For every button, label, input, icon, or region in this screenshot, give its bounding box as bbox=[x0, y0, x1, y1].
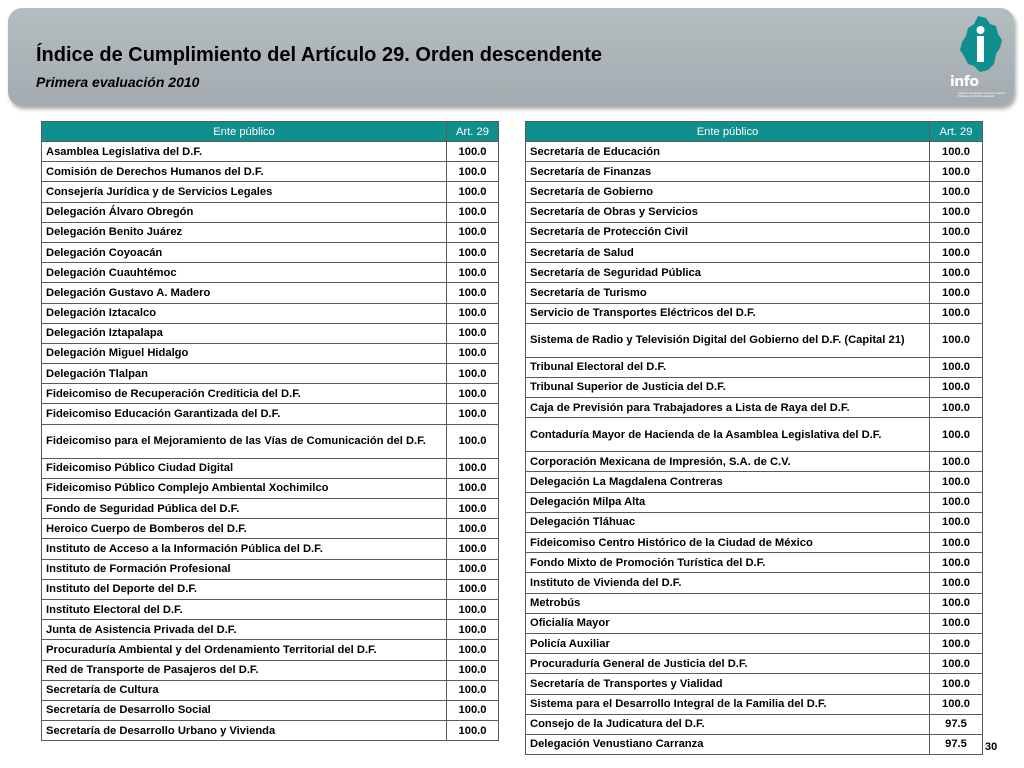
table-row bbox=[526, 418, 983, 452]
art29-value-cell: 100.0 bbox=[930, 263, 983, 283]
table-row bbox=[42, 162, 499, 182]
art29-value-cell: 100.0 bbox=[930, 694, 983, 714]
ente-name-cell: Secretaría de Gobierno bbox=[526, 182, 930, 202]
art29-value-cell: 100.0 bbox=[447, 384, 499, 404]
map-icon bbox=[950, 14, 1012, 76]
ente-name-cell: Policía Auxiliar bbox=[526, 633, 930, 653]
ente-name-cell: Delegación Cuauhtémoc bbox=[42, 263, 447, 283]
ente-name-cell: Secretaría de Desarrollo Urbano y Vivienda bbox=[42, 721, 447, 741]
table-row bbox=[42, 620, 499, 640]
ente-name-cell: Instituto de Acceso a la Información Pública del D.F. bbox=[42, 539, 447, 559]
table-row bbox=[526, 222, 983, 242]
ente-name-cell: Secretaría de Protección Civil bbox=[526, 222, 930, 242]
table-row bbox=[526, 654, 983, 674]
column-header-ente: Ente público bbox=[526, 122, 930, 142]
ente-name-cell: Fideicomiso Público Ciudad Digital bbox=[42, 458, 447, 478]
logo-wordmark: info bbox=[950, 74, 979, 90]
table-row bbox=[526, 452, 983, 472]
art29-value-cell: 100.0 bbox=[930, 553, 983, 573]
compliance-table-left bbox=[41, 121, 499, 741]
ente-name-cell: Instituto del Deporte del D.F. bbox=[42, 579, 447, 599]
ente-name-cell: Consejería Jurídica y de Servicios Legales bbox=[42, 182, 447, 202]
table-row bbox=[42, 721, 499, 741]
art29-value-cell: 100.0 bbox=[447, 700, 499, 720]
table-row bbox=[42, 478, 499, 498]
art29-value-cell: 100.0 bbox=[447, 499, 499, 519]
art29-value-cell: 100.0 bbox=[447, 343, 499, 363]
page-title: Índice de Cumplimiento del Artículo 29. Orden descendente bbox=[36, 44, 603, 66]
ente-name-cell: Procuraduría General de Justicia del D.F. bbox=[526, 654, 930, 674]
ente-name-cell: Consejo de la Judicatura del D.F. bbox=[526, 714, 930, 734]
art29-value-cell: 100.0 bbox=[930, 377, 983, 397]
ente-name-cell: Fideicomiso para el Mejoramiento de las Vías de Comunicación del D.F. bbox=[42, 424, 447, 458]
art29-value-cell: 100.0 bbox=[930, 452, 983, 472]
ente-name-cell: Fondo de Seguridad Pública del D.F. bbox=[42, 499, 447, 519]
art29-value-cell: 100.0 bbox=[930, 242, 983, 262]
ente-name-cell: Delegación Tlalpan bbox=[42, 364, 447, 384]
art29-value-cell: 97.5 bbox=[930, 714, 983, 734]
table-row bbox=[526, 242, 983, 262]
table-row bbox=[526, 357, 983, 377]
art29-value-cell: 100.0 bbox=[447, 162, 499, 182]
ente-name-cell: Sistema para el Desarrollo Integral de la Familia del D.F. bbox=[526, 694, 930, 714]
ente-name-cell: Delegación Gustavo A. Madero bbox=[42, 283, 447, 303]
art29-value-cell: 100.0 bbox=[447, 222, 499, 242]
table-row bbox=[526, 283, 983, 303]
ente-name-cell: Delegación Tláhuac bbox=[526, 512, 930, 532]
ente-name-cell: Oficialía Mayor bbox=[526, 613, 930, 633]
art29-value-cell: 100.0 bbox=[447, 142, 499, 162]
table-row bbox=[42, 579, 499, 599]
art29-value-cell: 100.0 bbox=[930, 492, 983, 512]
art29-value-cell: 100.0 bbox=[447, 404, 499, 424]
ente-name-cell: Delegación Álvaro Obregón bbox=[42, 202, 447, 222]
table-row bbox=[42, 202, 499, 222]
ente-name-cell: Secretaría de Obras y Servicios bbox=[526, 202, 930, 222]
art29-value-cell: 100.0 bbox=[447, 458, 499, 478]
table-row bbox=[526, 714, 983, 734]
column-header-art29: Art. 29 bbox=[447, 122, 499, 142]
ente-name-cell: Secretaría de Desarrollo Social bbox=[42, 700, 447, 720]
table-row bbox=[42, 680, 499, 700]
ente-name-cell: Secretaría de Finanzas bbox=[526, 162, 930, 182]
ente-name-cell: Heroico Cuerpo de Bomberos del D.F. bbox=[42, 519, 447, 539]
table-row bbox=[42, 660, 499, 680]
art29-value-cell: 100.0 bbox=[447, 640, 499, 660]
ente-name-cell: Fideicomiso de Recuperación Crediticia del D.F. bbox=[42, 384, 447, 404]
art29-value-cell: 100.0 bbox=[447, 364, 499, 384]
art29-value-cell: 100.0 bbox=[930, 633, 983, 653]
table-row bbox=[42, 263, 499, 283]
table-row bbox=[42, 700, 499, 720]
page-subtitle: Primera evaluación 2010 bbox=[36, 74, 200, 90]
ente-name-cell: Sistema de Radio y Televisión Digital del Gobierno del D.F. (Capital 21) bbox=[526, 323, 930, 357]
table-row bbox=[526, 613, 983, 633]
ente-name-cell: Caja de Previsión para Trabajadores a Lista de Raya del D.F. bbox=[526, 398, 930, 418]
ente-name-cell: Fideicomiso Educación Garantizada del D.F. bbox=[42, 404, 447, 424]
ente-name-cell: Delegación Milpa Alta bbox=[526, 492, 930, 512]
art29-value-cell: 100.0 bbox=[930, 222, 983, 242]
art29-value-cell: 100.0 bbox=[447, 242, 499, 262]
art29-value-cell: 100.0 bbox=[930, 182, 983, 202]
table-row bbox=[42, 404, 499, 424]
table-row bbox=[526, 263, 983, 283]
ente-name-cell: Procuraduría Ambiental y del Ordenamiento Territorial del D.F. bbox=[42, 640, 447, 660]
table-row bbox=[526, 323, 983, 357]
art29-value-cell: 100.0 bbox=[930, 398, 983, 418]
art29-value-cell: 100.0 bbox=[447, 559, 499, 579]
ente-name-cell: Fideicomiso Público Complejo Ambiental Xochimilco bbox=[42, 478, 447, 498]
table-row bbox=[526, 202, 983, 222]
table-body bbox=[526, 142, 983, 755]
ente-name-cell: Instituto Electoral del D.F. bbox=[42, 599, 447, 619]
table-row bbox=[526, 303, 983, 323]
ente-name-cell: Metrobús bbox=[526, 593, 930, 613]
art29-value-cell: 100.0 bbox=[447, 579, 499, 599]
logo-tagline: Instituto de Acceso a la Información Pública del Distrito Federal bbox=[958, 91, 1006, 98]
table-row bbox=[526, 593, 983, 613]
art29-value-cell: 97.5 bbox=[930, 734, 983, 754]
art29-value-cell: 100.0 bbox=[930, 162, 983, 182]
header-banner bbox=[8, 8, 1014, 106]
art29-value-cell: 100.0 bbox=[930, 303, 983, 323]
ente-name-cell: Junta de Asistencia Privada del D.F. bbox=[42, 620, 447, 640]
table-row bbox=[526, 182, 983, 202]
art29-value-cell: 100.0 bbox=[447, 680, 499, 700]
infodf-logo bbox=[950, 14, 1012, 104]
table-row bbox=[526, 398, 983, 418]
table-row bbox=[42, 640, 499, 660]
ente-name-cell: Contaduría Mayor de Hacienda de la Asamblea Legislativa del D.F. bbox=[526, 418, 930, 452]
table-row bbox=[42, 559, 499, 579]
ente-name-cell: Delegación Benito Juárez bbox=[42, 222, 447, 242]
table-row bbox=[526, 674, 983, 694]
table-row bbox=[42, 283, 499, 303]
table-row bbox=[526, 492, 983, 512]
table-row bbox=[42, 499, 499, 519]
table-row bbox=[42, 303, 499, 323]
table-row bbox=[526, 472, 983, 492]
ente-name-cell: Tribunal Superior de Justicia del D.F. bbox=[526, 377, 930, 397]
table-row bbox=[42, 323, 499, 343]
art29-value-cell: 100.0 bbox=[930, 323, 983, 357]
ente-name-cell: Secretaría de Salud bbox=[526, 242, 930, 262]
art29-value-cell: 100.0 bbox=[447, 182, 499, 202]
table-row bbox=[526, 533, 983, 553]
table-row bbox=[42, 242, 499, 262]
ente-name-cell: Corporación Mexicana de Impresión, S.A. de C.V. bbox=[526, 452, 930, 472]
column-header-art29: Art. 29 bbox=[930, 122, 983, 142]
table-row bbox=[526, 633, 983, 653]
table-row bbox=[526, 734, 983, 754]
table-row bbox=[42, 458, 499, 478]
art29-value-cell: 100.0 bbox=[930, 674, 983, 694]
table-row bbox=[42, 519, 499, 539]
ente-name-cell: Delegación Miguel Hidalgo bbox=[42, 343, 447, 363]
ente-name-cell: Delegación Coyoacán bbox=[42, 242, 447, 262]
table-row bbox=[42, 539, 499, 559]
art29-value-cell: 100.0 bbox=[447, 620, 499, 640]
table-row bbox=[42, 142, 499, 162]
ente-name-cell: Fondo Mixto de Promoción Turística del D.F. bbox=[526, 553, 930, 573]
table-row bbox=[526, 377, 983, 397]
ente-name-cell: Delegación Venustiano Carranza bbox=[526, 734, 930, 754]
table-row bbox=[42, 182, 499, 202]
ente-name-cell: Delegación Iztacalco bbox=[42, 303, 447, 323]
art29-value-cell: 100.0 bbox=[447, 323, 499, 343]
page-number: 30 bbox=[985, 741, 998, 753]
art29-value-cell: 100.0 bbox=[930, 357, 983, 377]
art29-value-cell: 100.0 bbox=[447, 303, 499, 323]
art29-value-cell: 100.0 bbox=[447, 478, 499, 498]
art29-value-cell: 100.0 bbox=[930, 613, 983, 633]
ente-name-cell: Comisión de Derechos Humanos del D.F. bbox=[42, 162, 447, 182]
ente-name-cell: Asamblea Legislativa del D.F. bbox=[42, 142, 447, 162]
table-row bbox=[42, 343, 499, 363]
table-row bbox=[42, 599, 499, 619]
art29-value-cell: 100.0 bbox=[930, 533, 983, 553]
art29-value-cell: 100.0 bbox=[930, 593, 983, 613]
ente-name-cell: Secretaría de Seguridad Pública bbox=[526, 263, 930, 283]
ente-name-cell: Fideicomiso Centro Histórico de la Ciudad de México bbox=[526, 533, 930, 553]
ente-name-cell: Secretaría de Cultura bbox=[42, 680, 447, 700]
art29-value-cell: 100.0 bbox=[447, 660, 499, 680]
table-row bbox=[42, 364, 499, 384]
ente-name-cell: Red de Transporte de Pasajeros del D.F. bbox=[42, 660, 447, 680]
art29-value-cell: 100.0 bbox=[930, 202, 983, 222]
art29-value-cell: 100.0 bbox=[447, 721, 499, 741]
table-body bbox=[42, 142, 499, 741]
table-row bbox=[526, 162, 983, 182]
art29-value-cell: 100.0 bbox=[447, 539, 499, 559]
art29-value-cell: 100.0 bbox=[447, 424, 499, 458]
table-row bbox=[526, 553, 983, 573]
ente-name-cell: Delegación Iztapalapa bbox=[42, 323, 447, 343]
art29-value-cell: 100.0 bbox=[930, 472, 983, 492]
art29-value-cell: 100.0 bbox=[447, 599, 499, 619]
art29-value-cell: 100.0 bbox=[930, 512, 983, 532]
art29-value-cell: 100.0 bbox=[447, 263, 499, 283]
table-row bbox=[42, 222, 499, 242]
ente-name-cell: Secretaría de Turismo bbox=[526, 283, 930, 303]
table-row bbox=[526, 142, 983, 162]
ente-name-cell: Tribunal Electoral del D.F. bbox=[526, 357, 930, 377]
ente-name-cell: Instituto de Formación Profesional bbox=[42, 559, 447, 579]
ente-name-cell: Servicio de Transportes Eléctricos del D.F. bbox=[526, 303, 930, 323]
table-row bbox=[42, 424, 499, 458]
art29-value-cell: 100.0 bbox=[930, 418, 983, 452]
compliance-table-right bbox=[525, 121, 983, 755]
table-header-row bbox=[42, 122, 499, 142]
art29-value-cell: 100.0 bbox=[447, 283, 499, 303]
ente-name-cell: Secretaría de Transportes y Vialidad bbox=[526, 674, 930, 694]
art29-value-cell: 100.0 bbox=[930, 573, 983, 593]
column-header-ente: Ente público bbox=[42, 122, 447, 142]
ente-name-cell: Instituto de Vivienda del D.F. bbox=[526, 573, 930, 593]
art29-value-cell: 100.0 bbox=[447, 519, 499, 539]
table-row bbox=[526, 694, 983, 714]
art29-value-cell: 100.0 bbox=[930, 283, 983, 303]
table-header-row bbox=[526, 122, 983, 142]
ente-name-cell: Secretaría de Educación bbox=[526, 142, 930, 162]
art29-value-cell: 100.0 bbox=[930, 142, 983, 162]
art29-value-cell: 100.0 bbox=[930, 654, 983, 674]
art29-value-cell: 100.0 bbox=[447, 202, 499, 222]
table-row bbox=[526, 573, 983, 593]
table-row bbox=[526, 512, 983, 532]
table-row bbox=[42, 384, 499, 404]
ente-name-cell: Delegación La Magdalena Contreras bbox=[526, 472, 930, 492]
